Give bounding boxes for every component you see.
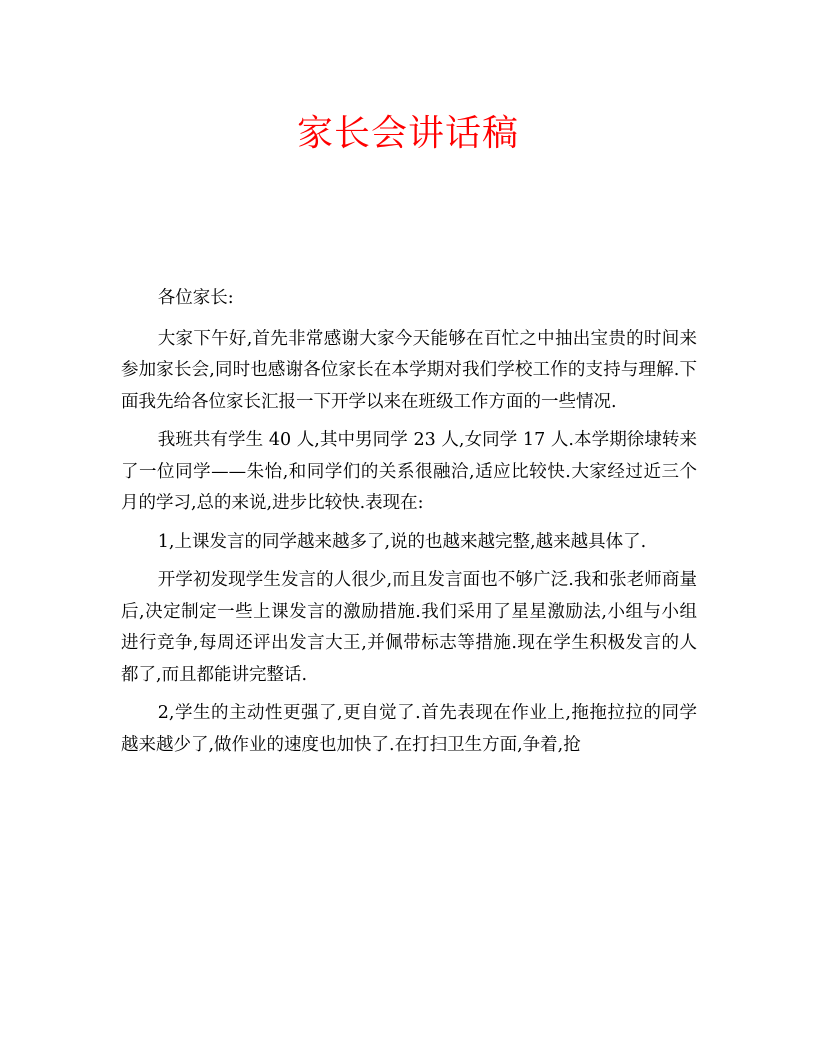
paragraph-5: 2,学生的主动性更强了,更自觉了.首先表现在作业上,拖拖拉拉的同学越来越少了,做作业的速度也加快了.在打扫卫生方面,争着,抢 [121,703,697,755]
paragraph-2: 我班共有学生 40 人,其中男同学 23 人,女同学 17 人.本学期徐埭转来了一位同学——朱怡,和同学们的关系很融洽,适应比较快.大家经过近三个月的学习,总的来说,进步比较快.表现在: [121,430,697,513]
salutation: 各位家长: [157,288,234,308]
document-body [121,283,697,768]
paragraph-4: 开学初发现学生发言的人很少,而且发言面也不够广泛.我和张老师商量后,决定制定一些上课发言的激励措施.我们采用了星星激励法,小组与小组进行竞争,每周还评出发言大王,并佩带标志等措施.现在学生积极发言的人都了,而且都能讲完整话. [121,570,697,685]
paragraph-3: 1,上课发言的同学越来越多了,说的也越来越完整,越来越具体了. [157,531,647,552]
paragraph-1: 大家下午好,首先非常感谢大家今天能够在百忙之中抽出宝贵的时间来参加家长会,同时也感谢各位家长在本学期对我们学校工作的支持与理解.下面我先给各位家长汇报一下开学以来在班级工作方面的一些情况. [121,328,697,412]
document-title: 家长会讲话稿 [296,113,519,154]
